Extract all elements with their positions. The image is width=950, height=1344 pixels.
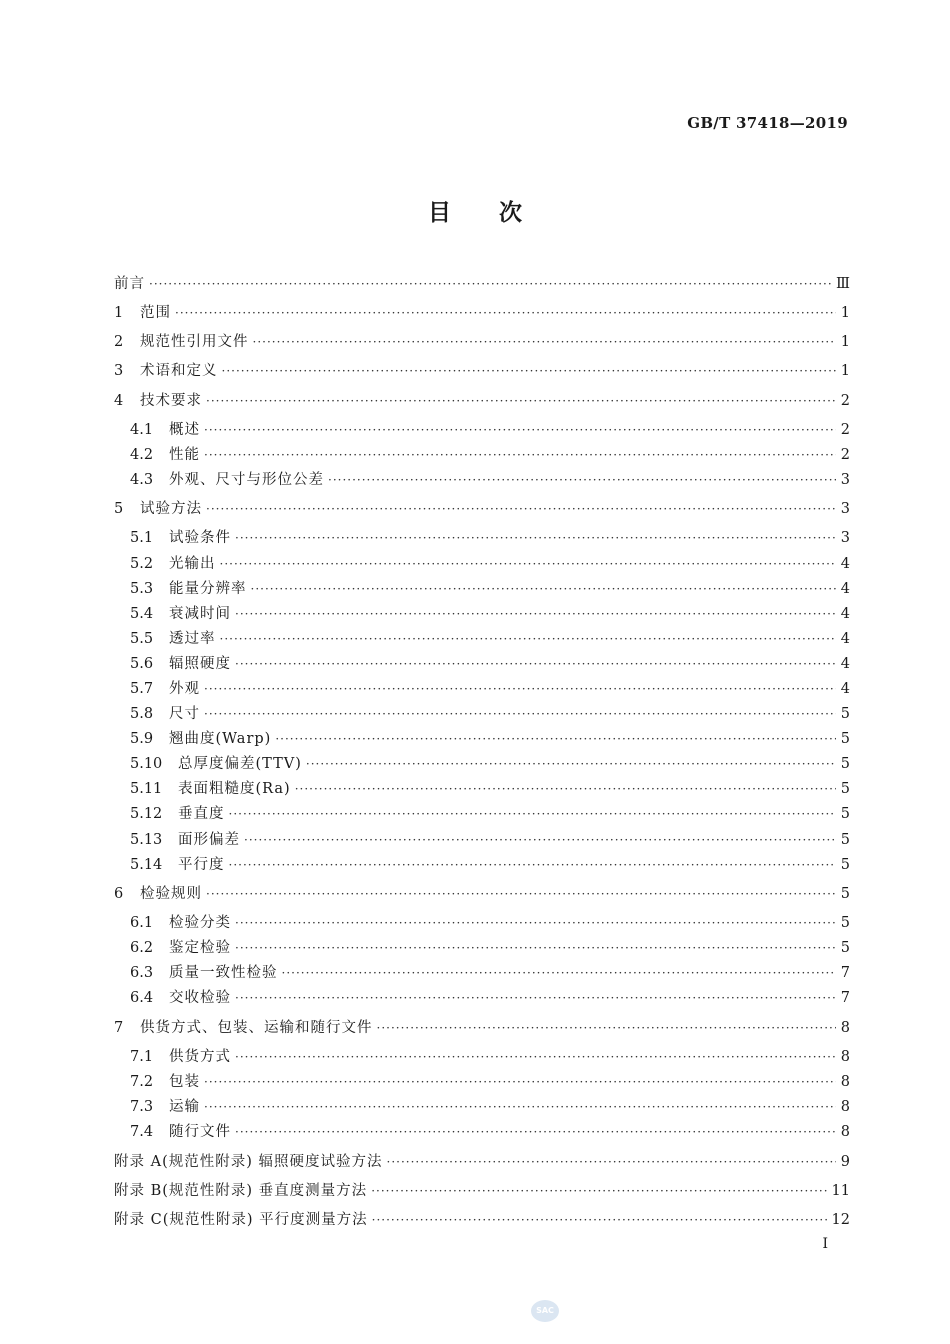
toc-entry-label: 表面粗糙度(Ra) <box>178 781 291 797</box>
toc-entry-page: 4 <box>840 656 850 672</box>
toc-entry[interactable] <box>114 1210 850 1230</box>
toc-entry-label: 辐照硬度 <box>169 656 231 672</box>
toc-entry-number: 6.4 <box>130 990 154 1006</box>
toc-entry-page: 7 <box>840 965 850 981</box>
toc-leader-dots <box>235 654 836 674</box>
toc-entry[interactable] <box>114 332 850 352</box>
toc-entry[interactable] <box>114 1097 850 1117</box>
toc-entry-page: 4 <box>840 606 850 622</box>
toc-entry-label: 垂直度 <box>178 806 225 822</box>
toc-entry-page: 5 <box>840 857 850 873</box>
toc-entry-page: Ⅲ <box>836 276 850 292</box>
page-title <box>0 194 950 227</box>
toc-leader-dots <box>204 679 836 699</box>
toc-entry[interactable] <box>114 499 850 519</box>
toc-entry[interactable] <box>114 1018 850 1038</box>
toc-entry-label: 翘曲度(Warp) <box>169 731 272 747</box>
toc-leader-dots <box>387 1152 836 1172</box>
toc-entry-page: 5 <box>840 756 850 772</box>
toc-entry-number: 6.2 <box>130 940 154 956</box>
toc-leader-dots <box>235 1047 836 1067</box>
page-number: I <box>822 1236 828 1252</box>
toc-entry-page: 12 <box>831 1212 850 1228</box>
toc-entry-label: 能量分辨率 <box>169 581 247 597</box>
toc-entry-label: 面形偏差 <box>178 832 240 848</box>
toc-entry-page: 4 <box>840 631 850 647</box>
toc-entry-label: 总厚度偏差(TTV) <box>178 756 302 772</box>
toc-entry[interactable] <box>114 629 850 649</box>
toc-leader-dots <box>306 754 836 774</box>
toc-leader-dots <box>204 445 836 465</box>
toc-leader-dots <box>235 938 836 958</box>
toc-entry[interactable] <box>114 830 850 850</box>
toc-entry-page: 5 <box>840 706 850 722</box>
toc-entry-page: 7 <box>840 990 850 1006</box>
toc-entry-page: 9 <box>840 1154 850 1170</box>
toc-entry-page: 8 <box>840 1099 850 1115</box>
toc-entry[interactable] <box>114 704 850 724</box>
toc-entry-number: 5.9 <box>130 731 154 747</box>
toc-entry-number: 3 <box>114 363 124 379</box>
toc-entry-number: 4.2 <box>130 447 154 463</box>
toc-entry-page: 1 <box>840 334 850 350</box>
toc-entry-number: 7.4 <box>130 1124 154 1140</box>
toc-entry-label: 范围 <box>140 305 171 321</box>
toc-leader-dots <box>244 830 836 850</box>
toc-leader-dots <box>235 988 836 1008</box>
toc-entry-label: 术语和定义 <box>140 363 218 379</box>
toc-entry-number: 5.8 <box>130 706 154 722</box>
toc-entry-number: 5.4 <box>130 606 154 622</box>
toc-entry-number: 5 <box>114 501 124 517</box>
toc-entry-label: 平行度 <box>178 857 225 873</box>
toc-entry-page: 5 <box>840 940 850 956</box>
toc-leader-dots <box>282 963 837 983</box>
toc-entry[interactable] <box>114 884 850 904</box>
standard-number: GB/T 37418—2019 <box>687 114 848 132</box>
toc-entry[interactable] <box>114 604 850 624</box>
toc-entry[interactable] <box>114 1152 850 1172</box>
toc-entry-page: 2 <box>840 393 850 409</box>
toc-leader-dots <box>372 1210 828 1230</box>
toc-entry[interactable] <box>114 1181 850 1201</box>
toc-entry-label: 光输出 <box>169 556 216 572</box>
toc-entry-number: 2 <box>114 334 124 350</box>
toc-entry-number: 6.1 <box>130 915 154 931</box>
toc-entry[interactable] <box>114 988 850 1008</box>
toc-entry-label: 检验规则 <box>140 886 202 902</box>
toc-entry-page: 5 <box>840 781 850 797</box>
toc-entry-page: 3 <box>840 530 850 546</box>
toc-entry-page: 5 <box>840 886 850 902</box>
toc-leader-dots <box>204 420 836 440</box>
toc-leader-dots <box>229 855 837 875</box>
toc-entry[interactable] <box>114 1122 850 1142</box>
toc-entry-page: 8 <box>840 1049 850 1065</box>
toc-entry-page: 4 <box>840 581 850 597</box>
toc-entry-label: 随行文件 <box>169 1124 231 1140</box>
toc-entry-page: 5 <box>840 915 850 931</box>
toc-leader-dots <box>328 470 836 490</box>
toc-leader-dots <box>204 1072 836 1092</box>
toc-entry-number: 5.5 <box>130 631 154 647</box>
toc-entry-number: 4.3 <box>130 472 154 488</box>
toc-entry-page: 5 <box>840 832 850 848</box>
toc-entry[interactable] <box>114 679 850 699</box>
toc-entry-label: 质量一致性检验 <box>169 965 278 981</box>
toc-entry-label: 供货方式、包装、运输和随行文件 <box>140 1020 373 1036</box>
toc-entry-number: 4.1 <box>130 422 154 438</box>
toc-leader-dots <box>204 704 836 724</box>
toc-entry-label: 运输 <box>169 1099 200 1115</box>
toc-entry-label: 性能 <box>169 447 200 463</box>
toc-entry-page: 5 <box>840 806 850 822</box>
toc-entry[interactable] <box>114 420 850 440</box>
toc-entry-label: 包装 <box>169 1074 200 1090</box>
toc-entry-label: 技术要求 <box>140 393 202 409</box>
toc-entry-page: 8 <box>840 1124 850 1140</box>
toc-entry-label: 试验条件 <box>169 530 231 546</box>
toc-entry[interactable] <box>114 804 850 824</box>
toc-entry-page: 5 <box>840 731 850 747</box>
toc-leader-dots <box>251 579 837 599</box>
toc-entry[interactable] <box>114 779 850 799</box>
toc-entry-label: 检验分类 <box>169 915 231 931</box>
toc-entry[interactable] <box>114 391 850 411</box>
toc-entry[interactable] <box>114 361 850 381</box>
toc-entry[interactable] <box>114 554 850 574</box>
toc-entry-page: 3 <box>840 472 850 488</box>
toc-entry[interactable] <box>114 963 850 983</box>
toc-entry-number: 5.6 <box>130 656 154 672</box>
toc-entry-number: 5.11 <box>130 781 163 797</box>
toc-entry-number: 4 <box>114 393 124 409</box>
title-part-1: 目 <box>428 200 451 226</box>
toc-leader-dots <box>253 332 837 352</box>
toc-entry-page: 8 <box>840 1074 850 1090</box>
toc-entry-number: 5.10 <box>130 756 163 772</box>
toc-entry-page: 8 <box>840 1020 850 1036</box>
toc-entry-page: 2 <box>840 422 850 438</box>
toc-entry[interactable] <box>114 1047 850 1067</box>
toc-entry[interactable] <box>114 1072 850 1092</box>
toc-leader-dots <box>275 729 836 749</box>
toc-entry[interactable] <box>114 654 850 674</box>
toc-entry-number: 1 <box>114 305 124 321</box>
toc-entry-label: 概述 <box>169 422 200 438</box>
toc-entry-label: 外观 <box>169 681 200 697</box>
toc-leader-dots <box>235 604 836 624</box>
toc-entry-number: 6.3 <box>130 965 154 981</box>
toc-entry-page: 1 <box>840 305 850 321</box>
toc-leader-dots <box>149 274 832 294</box>
toc-leader-dots <box>377 1018 837 1038</box>
toc-entry-number: 5.14 <box>130 857 163 873</box>
toc-entry-label: 前言 <box>114 276 145 292</box>
toc-entry-page: 11 <box>831 1183 850 1199</box>
toc-entry-label: 交收检验 <box>169 990 231 1006</box>
toc-entry-label: 规范性引用文件 <box>140 334 249 350</box>
toc-entry[interactable] <box>114 470 850 490</box>
toc-entry[interactable] <box>114 579 850 599</box>
toc-entry-label: 尺寸 <box>169 706 200 722</box>
toc-leader-dots <box>204 1097 836 1117</box>
toc-entry-number: 7 <box>114 1020 124 1036</box>
toc-leader-dots <box>235 1122 836 1142</box>
toc-entry-page: 2 <box>840 447 850 463</box>
toc-entry-number: 7.1 <box>130 1049 154 1065</box>
toc-entry[interactable] <box>114 274 850 294</box>
toc-leader-dots <box>206 884 836 904</box>
toc-entry-label: 供货方式 <box>169 1049 231 1065</box>
toc-entry[interactable] <box>114 528 850 548</box>
toc-leader-dots <box>220 554 837 574</box>
toc-entry[interactable] <box>114 855 850 875</box>
toc-entry[interactable] <box>114 729 850 749</box>
title-part-2: 次 <box>499 200 522 226</box>
toc-leader-dots <box>229 804 837 824</box>
toc-leader-dots <box>222 361 837 381</box>
toc-entry-number: 5.7 <box>130 681 154 697</box>
toc-leader-dots <box>371 1181 827 1201</box>
toc-leader-dots <box>235 913 836 933</box>
toc-entry[interactable] <box>114 938 850 958</box>
toc-entry-page: 4 <box>840 681 850 697</box>
toc-leader-dots <box>235 528 836 548</box>
toc-entry-label: 附录 A(规范性附录) 辐照硬度试验方法 <box>114 1154 383 1170</box>
toc-entry-page: 4 <box>840 556 850 572</box>
toc-entry-label: 附录 C(规范性附录) 平行度测量方法 <box>114 1212 368 1228</box>
toc-leader-dots <box>295 779 836 799</box>
toc-leader-dots <box>206 499 836 519</box>
toc-entry-number: 5.13 <box>130 832 163 848</box>
toc-entry-page: 1 <box>840 363 850 379</box>
toc-entry[interactable] <box>114 445 850 465</box>
toc-leader-dots <box>175 303 836 323</box>
toc-entry-label: 衰减时间 <box>169 606 231 622</box>
toc-entry-label: 透过率 <box>169 631 216 647</box>
toc-entry-number: 6 <box>114 886 124 902</box>
toc-entry[interactable] <box>114 303 850 323</box>
toc-entry-label: 附录 B(规范性附录) 垂直度测量方法 <box>114 1183 368 1199</box>
toc-entry-number: 5.12 <box>130 806 163 822</box>
toc-entry-label: 鉴定检验 <box>169 940 231 956</box>
toc-entry[interactable] <box>114 754 850 774</box>
toc-entry-number: 5.3 <box>130 581 154 597</box>
sac-watermark-logo: SAC <box>531 1300 559 1322</box>
toc-leader-dots <box>220 629 837 649</box>
toc-entry-number: 5.2 <box>130 556 154 572</box>
toc-entry-number: 7.2 <box>130 1074 154 1090</box>
toc-entry-page: 3 <box>840 501 850 517</box>
toc-entry-label: 外观、尺寸与形位公差 <box>169 472 324 488</box>
toc-entry-number: 7.3 <box>130 1099 154 1115</box>
toc-leader-dots <box>206 391 836 411</box>
toc-entry-label: 试验方法 <box>140 501 202 517</box>
toc-entry-number: 5.1 <box>130 530 154 546</box>
toc-entry[interactable] <box>114 913 850 933</box>
